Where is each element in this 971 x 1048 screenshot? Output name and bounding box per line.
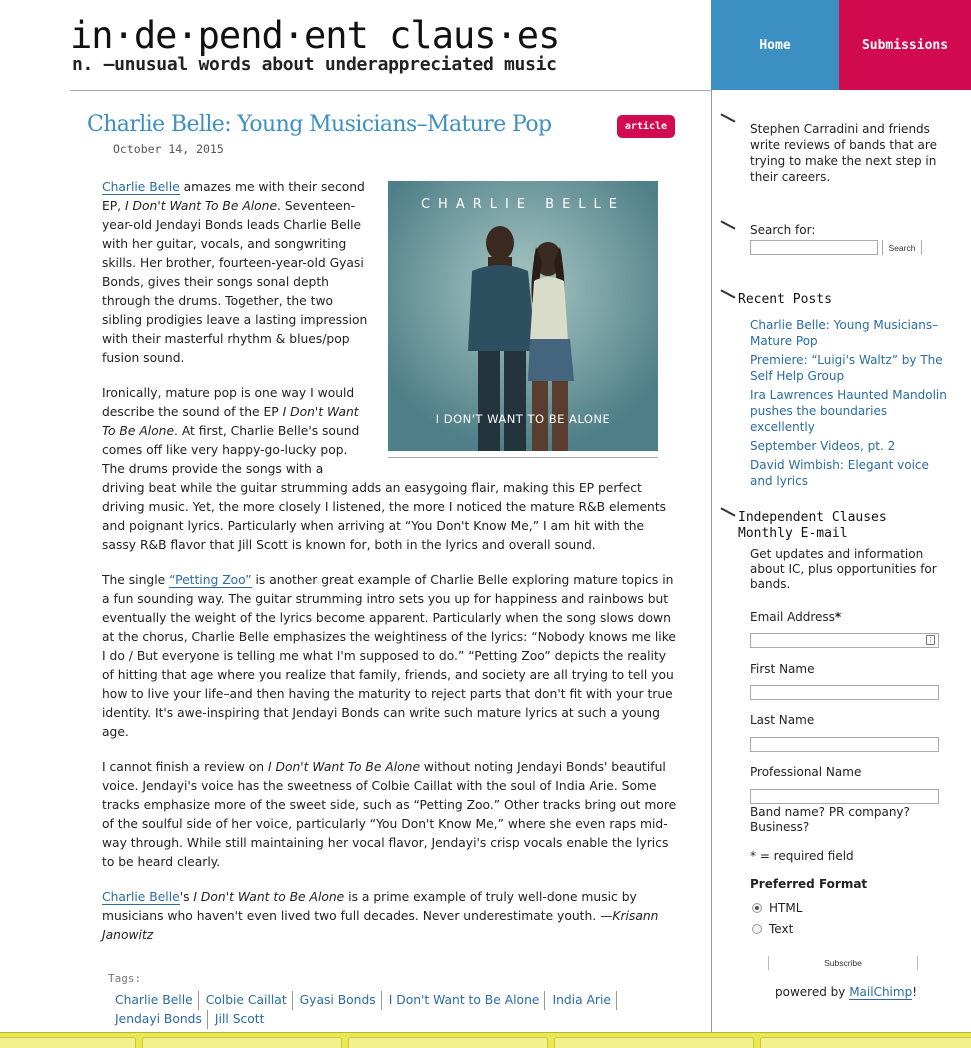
tags-list [108, 991, 708, 1029]
tick-icon [720, 220, 735, 229]
text-span: is a prime example of truly well-done music by musicians who haven't even lived two full decades. Never underestimate youth. — [102, 890, 637, 923]
album-cover-band-name: CHARLIE BELLE [420, 197, 626, 212]
tag-link[interactable]: Colbie Caillat [199, 991, 293, 1010]
email-label-text: Email Address [750, 610, 835, 624]
format-option-html[interactable] [752, 901, 802, 915]
text-span: The single [102, 573, 170, 587]
list-item [750, 438, 950, 454]
text-span: without noting Jendayi Bonds' beautiful voice. Jendayi's voice has the sweetness of Colbie Caillat with the soul of India Arie. Some tracks emphasize more of the sweet side, such as “Petting Zoo.” Other tracks bring out more of the soulful side of her voice, particularly “You Don't Know Me,” where she even raps mid-way through. While still maintaining her vocal flavor, Jendayi's crisp vocals enable the lyrics to be heard clearly. [102, 760, 677, 869]
recent-post-link[interactable]: September Videos, pt. 2 [750, 439, 896, 453]
list-item [750, 387, 950, 435]
site-tagline: n. —unusual words about underappreciated music [72, 54, 557, 75]
recent-posts-heading: Recent Posts [738, 292, 832, 307]
tick-icon [720, 113, 735, 122]
album-cover-underline [388, 457, 658, 458]
preferred-format-heading: Preferred Format [750, 877, 868, 891]
tag-link[interactable]: Charlie Belle [108, 991, 199, 1010]
nav-submissions-button[interactable]: Submissions [839, 0, 971, 90]
charlie-belle-link[interactable]: Charlie Belle [102, 890, 180, 904]
paragraph-4 [102, 758, 678, 872]
tag-link[interactable]: Gyasi Bonds [293, 991, 382, 1010]
album-cover-figure [388, 181, 658, 459]
radio-icon[interactable] [752, 924, 762, 934]
tag-link[interactable]: Jendayi Bonds [108, 1010, 208, 1029]
text-span: 's [179, 890, 194, 904]
recent-post-link[interactable]: Premiere: “Luigi's Waltz” by The Self Help Group [750, 353, 943, 383]
powered-by-prefix: powered by [775, 985, 850, 999]
nav-home-button[interactable]: Home [711, 0, 839, 90]
tag-link[interactable]: India Arie [545, 991, 617, 1010]
ep-title: I Don't Want To Be Alone [125, 199, 278, 213]
ep-title: I Don't Want To Be Alone [267, 760, 421, 774]
charlie-belle-link[interactable]: Charlie Belle [102, 180, 180, 194]
post-date: October 14, 2015 [113, 142, 224, 156]
bottom-tab[interactable] [554, 1037, 754, 1048]
mailchimp-link[interactable]: MailChimp [849, 985, 913, 999]
email-field[interactable] [750, 633, 939, 648]
recent-posts-list [750, 317, 950, 492]
album-cover-image[interactable] [388, 181, 658, 451]
sidebar-intro-text: Stephen Carradini and friends write reviews of bands that are trying to make the next step in their careers. [750, 122, 937, 184]
author-name: Krisann Janowitz [102, 909, 659, 942]
header-divider [70, 90, 711, 91]
tags-label: Tags: [108, 972, 142, 985]
text-span: . Seventeen-year-old Jendayi Bonds leads Charlie Belle with her guitar, vocals, and songwriting skills. Her brother, fourteen-year-old Gyasi Bonds, gives their songs sonal depth through the drums. Together, the two sibling prodigies leave a lasting impression with their masterful rhythm & blues/pop fusion sound. [102, 199, 368, 365]
petting-zoo-link[interactable]: “Petting Zoo” [169, 573, 252, 587]
paragraph-5 [102, 888, 678, 945]
tag-link[interactable]: Jill Scott [214, 1012, 265, 1026]
post-title[interactable]: Charlie Belle: Young Musicians–Mature Pop [87, 112, 552, 137]
list-item [750, 317, 950, 349]
list-item [750, 457, 950, 489]
search-button[interactable]: Search [882, 240, 922, 255]
newsletter-description: Get updates and information about IC, plus opportunities for bands. [750, 547, 937, 591]
format-option-label: HTML [769, 901, 803, 915]
album-cover-title: I DON'T WANT TO BE ALONE [435, 412, 611, 426]
site-title[interactable]: in·de·pend·ent claus·es [70, 14, 560, 57]
required-asterisk: * [834, 610, 842, 624]
ep-title: I Don't Want To Be Alone [102, 405, 359, 438]
post-body [102, 178, 678, 961]
email-label [750, 610, 841, 625]
text-span: . At first, Charlie Belle's sound comes off like very happy-go-lucky pop. The drums provide the songs with a driving beat while the guitar strumming adds an easygoing flair, making this EP perfect driving music. Yet, the more closely I listened, the more I noticed the mature R&B elements and poignant lyrics. Particularly when arriving at “You Don't Know Me,” I am hit with the sassy R&B flavor that Jill Scott is known for, both in the lyrics and overall sound. [102, 424, 667, 552]
professional-name-label: Professional Name [750, 765, 862, 779]
text-span: Ironically, mature pop is one way I would describe the sound of the EP [102, 386, 355, 419]
bottom-tab[interactable] [348, 1037, 548, 1048]
first-name-label: First Name [750, 662, 815, 676]
text-span: amazes me with their second EP, [102, 180, 365, 213]
newsletter-heading: Independent Clauses Monthly E-mail [738, 510, 887, 541]
last-name-field[interactable] [750, 737, 939, 752]
tag-link[interactable]: I Don't Want to Be Alone [382, 991, 546, 1010]
recent-post-link[interactable]: Ira Lawrences Haunted Mandolin pushes the boundaries excellently [750, 388, 947, 434]
text-span: I cannot finish a review on [102, 760, 268, 774]
search-label: Search for: [750, 223, 816, 237]
search-input[interactable] [750, 240, 878, 255]
bottom-tab[interactable] [760, 1037, 971, 1048]
tick-icon [720, 289, 735, 298]
format-option-label: Text [769, 922, 794, 936]
recent-post-link[interactable]: Charlie Belle: Young Musicians–Mature Pop [750, 318, 939, 348]
article-category-badge[interactable]: article [617, 115, 675, 138]
text-span: is another great example of Charlie Belle exploring mature topics in a fun sounding way. The guitar strumming intro sets you up for happiness and rainbows but eventually the weight of the lyrics become apparent. Particularly when the song slows down at the chorus, Charlie Belle emphasizes the weightiness of the lyrics: “Nobody knows me like I do / But everyone is telling me what I'm supposed to do.” “Petting Zoo” depicts the reality of hitting that age where you realize that family, friends, and society are all trying to tell you how to live your life–and then having the maturity to reject parts that don't fit with your true identity. It's awe-inspiring that Jendayi Bonds can write such mature lyrics at such a young age. [102, 573, 676, 739]
ep-title: I Don't Want to Be Alone [193, 890, 345, 904]
format-option-text[interactable] [752, 922, 793, 936]
tick-icon [720, 507, 735, 516]
radio-icon[interactable] [752, 903, 762, 913]
professional-name-field[interactable] [750, 789, 939, 804]
band-label: Band name? PR company? Business? [750, 805, 910, 834]
powered-by-text [775, 985, 917, 999]
recent-post-link[interactable]: David Wimbish: Elegant voice and lyrics [750, 458, 929, 488]
list-item [750, 352, 950, 384]
first-name-field[interactable] [750, 685, 939, 700]
autofill-icon[interactable]: ⋮ [927, 636, 934, 644]
subscribe-button[interactable]: Subscribe [768, 956, 918, 970]
powered-by-suffix: ! [912, 985, 917, 999]
bottom-tab[interactable] [0, 1037, 136, 1048]
bottom-tab[interactable] [142, 1037, 342, 1048]
required-field-note: * = required field [750, 849, 854, 863]
content-sidebar-divider [711, 90, 712, 1032]
paragraph-3 [102, 571, 678, 742]
last-name-label: Last Name [750, 713, 815, 727]
